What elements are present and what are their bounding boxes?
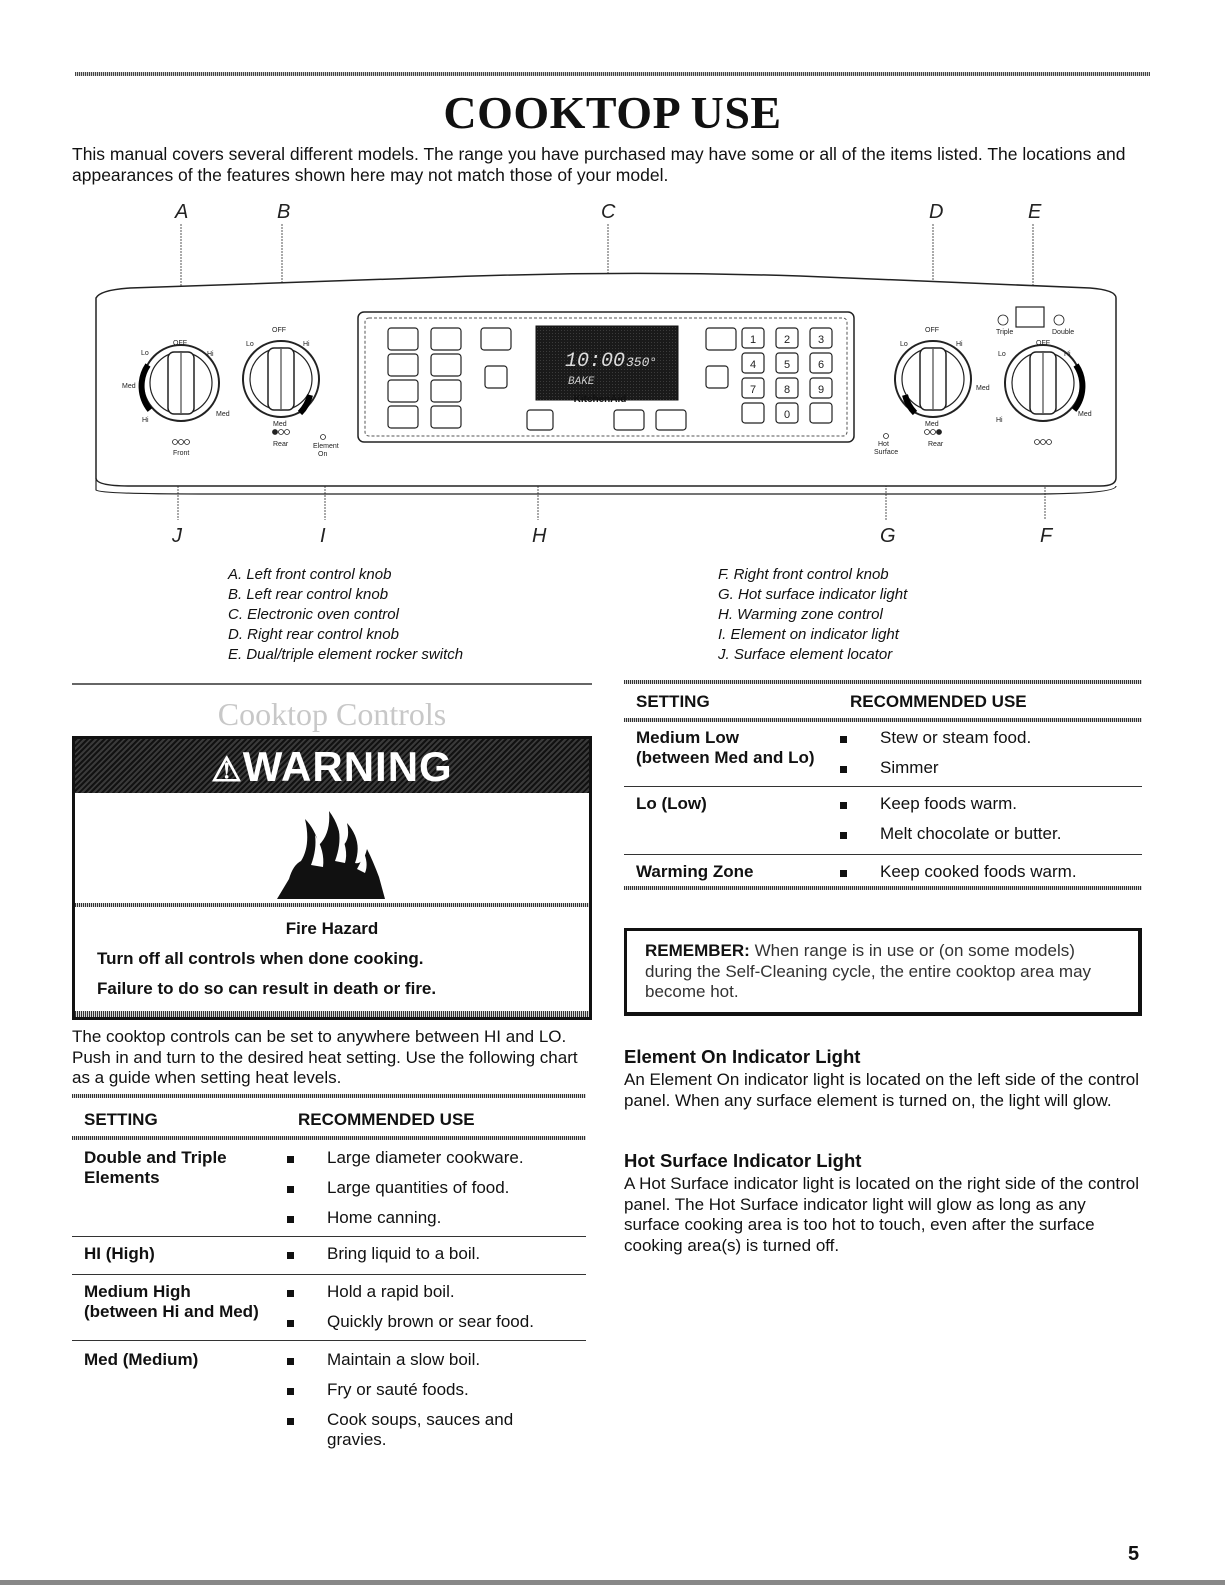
svg-text:On: On — [318, 451, 328, 458]
bullet-icon — [287, 1290, 294, 1297]
table-top-rule — [72, 1094, 586, 1098]
section-rule — [72, 683, 592, 685]
svg-text:Med: Med — [1078, 411, 1092, 418]
setting-hi: HI (High) — [84, 1244, 155, 1263]
row-divider — [72, 1340, 586, 1341]
remember-text: When range is in use or (on some models) during the Self-Cleaning cycle, the entire cooktop area may become hot. — [645, 941, 1092, 1001]
letter-c: C — [601, 201, 616, 223]
caption-f: F. Right front control knob — [718, 566, 889, 583]
fire-icon — [271, 805, 393, 901]
setting-medium-low-1: Medium Low — [636, 728, 739, 747]
bullet-icon — [287, 1418, 294, 1425]
warning-divider — [75, 903, 589, 907]
svg-text:6: 6 — [817, 359, 825, 371]
svg-text:Rear: Rear — [928, 441, 944, 448]
svg-text:8: 8 — [783, 384, 791, 396]
top-rule — [75, 72, 1150, 76]
table-header-setting: SETTING — [636, 692, 710, 711]
svg-text:9: 9 — [817, 384, 825, 396]
use-keep-warm: Keep foods warm. — [880, 794, 1018, 813]
warning-hazard: Fire Hazard — [285, 919, 379, 938]
bullet-icon — [840, 802, 847, 809]
letter-b: B — [277, 201, 291, 223]
svg-text:1: 1 — [749, 334, 757, 346]
table-header-use: RECOMMENDED USE — [298, 1110, 475, 1129]
bullet-icon — [840, 832, 847, 839]
setting-medium-high-1: Medium High — [84, 1282, 191, 1301]
captions-right — [718, 565, 907, 665]
svg-text:Lo: Lo — [246, 341, 254, 348]
warning-box — [72, 736, 592, 1020]
svg-text:Med: Med — [925, 421, 939, 428]
letter-j: J — [172, 525, 182, 547]
svg-text:Front: Front — [173, 450, 190, 457]
caption-j: J. Surface element locator — [718, 646, 893, 663]
page-title: COOKTOP USE — [443, 87, 782, 138]
display-time: 10:00 — [565, 350, 626, 373]
svg-text:2: 2 — [783, 334, 791, 346]
right-front-knob — [1005, 345, 1082, 421]
letter-d: D — [929, 201, 944, 223]
rocker-switch — [1016, 307, 1044, 327]
svg-text:3: 3 — [817, 334, 825, 346]
bullet-icon — [287, 1320, 294, 1327]
scan-edge — [0, 1580, 1225, 1585]
warning-band — [75, 739, 589, 793]
use-large-diameter: Large diameter cookware. — [327, 1148, 524, 1167]
caption-g: G. Hot surface indicator light — [718, 586, 908, 603]
setting-warming-zone: Warming Zone — [636, 862, 754, 881]
caption-c: C. Electronic oven control — [228, 606, 399, 623]
bullet-icon — [840, 870, 847, 877]
warning-line-1: Turn off all controls when done cooking. — [97, 949, 424, 968]
warning-label: WARNING — [242, 743, 453, 790]
captions-left — [228, 565, 463, 665]
setting-medium-low-2: (between Med and Lo) — [636, 748, 815, 767]
use-fry-saute: Fry or sauté foods. — [327, 1380, 469, 1399]
svg-text:Hi: Hi — [207, 351, 214, 358]
table-header-use: RECOMMENDED USE — [850, 692, 1027, 711]
svg-text:Med: Med — [122, 383, 136, 390]
use-keep-cooked-warm: Keep cooked foods warm. — [880, 862, 1077, 881]
bullet-icon — [287, 1358, 294, 1365]
bullet-icon — [287, 1388, 294, 1395]
caption-a: A. Left front control knob — [228, 566, 392, 583]
svg-text:Element: Element — [313, 443, 339, 450]
display-temp: 350° — [626, 355, 658, 370]
use-simmer: Simmer — [880, 758, 939, 777]
remember-label: REMEMBER: — [645, 941, 750, 960]
caption-b: B. Left rear control knob — [228, 586, 389, 603]
use-large-quantities: Large quantities of food. — [327, 1178, 510, 1197]
svg-text:4: 4 — [749, 359, 757, 371]
setting-med: Med (Medium) — [84, 1350, 199, 1369]
heading-hot-surface: Hot Surface Indicator Light — [624, 1150, 862, 1171]
row-divider — [72, 1236, 586, 1237]
svg-text:Hi: Hi — [303, 341, 310, 348]
bullet-icon — [287, 1186, 294, 1193]
table-header-rule — [72, 1136, 586, 1140]
caption-h: H. Warming zone control — [718, 606, 883, 623]
svg-text:5: 5 — [783, 359, 791, 371]
setting-double-triple-1: Double and Triple — [84, 1148, 227, 1167]
hot-surface-text: A Hot Surface indicator light is located on the right side of the control panel. The Hot Surface indicator light will glow as long as any surface cooking area is too hot to touch, even after the surface cooking area(s) is turned off. — [624, 1174, 1140, 1255]
svg-text:OFF: OFF — [1036, 340, 1050, 347]
use-home-canning: Home canning. — [327, 1208, 442, 1227]
svg-text:Lo: Lo — [900, 341, 908, 348]
warning-line-2: Failure to do so can result in death or fire. — [97, 979, 437, 998]
left-rear-knob — [243, 341, 319, 417]
setting-double-triple-2: Elements — [84, 1168, 160, 1187]
use-cook-soups-2: gravies. — [327, 1430, 387, 1449]
setting-lo: Lo (Low) — [636, 794, 707, 813]
page-number: 5 — [1128, 1543, 1140, 1565]
brand-logo: KitchenAid — [573, 394, 627, 405]
row-divider — [72, 1274, 586, 1275]
letter-i: I — [320, 525, 326, 547]
svg-text:Med: Med — [976, 385, 990, 392]
letter-g: G — [880, 525, 896, 547]
caption-e: E. Dual/triple element rocker switch — [228, 646, 464, 663]
svg-text:Hot: Hot — [878, 441, 889, 448]
caption-d: D. Right rear control knob — [228, 626, 399, 643]
svg-text:0: 0 — [783, 409, 791, 421]
intro-text: This manual covers several different models. The range you have purchased may have some or all of the items listed. The locations and appearances of the features shown here may not match those of your model. — [72, 144, 1126, 185]
letter-a: A — [175, 201, 189, 223]
remember-box — [624, 928, 1142, 1016]
svg-text:7: 7 — [749, 384, 757, 396]
svg-text:Hi: Hi — [1064, 351, 1071, 358]
svg-text:Lo: Lo — [998, 351, 1006, 358]
section-heading-cooktop-controls: Cooktop Controls — [217, 696, 447, 732]
svg-text:Hi: Hi — [956, 341, 963, 348]
heading-element-on: Element On Indicator Light — [624, 1046, 861, 1067]
svg-text:Triple: Triple — [996, 329, 1014, 336]
svg-text:Hi: Hi — [996, 417, 1003, 424]
svg-text:Med: Med — [216, 411, 230, 418]
warning-bottom-rule — [75, 1011, 589, 1017]
svg-text:Double: Double — [1052, 329, 1075, 336]
display-sub: BAKE — [568, 376, 595, 388]
use-brown-sear: Quickly brown or sear food. — [327, 1312, 534, 1331]
svg-text:Lo: Lo — [141, 350, 149, 357]
bullet-icon — [287, 1216, 294, 1223]
setting-medium-high-2: (between Hi and Med) — [84, 1302, 259, 1321]
bullet-icon — [287, 1252, 294, 1259]
letter-e: E — [1028, 201, 1042, 223]
right-rear-knob — [895, 341, 971, 417]
table-header-setting: SETTING — [84, 1110, 158, 1129]
bullet-icon — [840, 766, 847, 773]
letter-f: F — [1040, 525, 1053, 547]
bullet-icon — [287, 1156, 294, 1163]
svg-text:OFF: OFF — [173, 340, 187, 347]
svg-text:Rear: Rear — [273, 441, 289, 448]
control-panel-diagram — [0, 0, 1225, 560]
bullet-icon — [840, 736, 847, 743]
letter-h: H — [532, 525, 547, 547]
use-slow-boil: Maintain a slow boil. — [327, 1350, 481, 1369]
table-header-rule — [624, 718, 1142, 722]
controls-body-text: The cooktop controls can be set to anywhere between HI and LO. Push in and turn to the desired heat setting. Use the following chart as a guide when setting heat levels. — [72, 1027, 578, 1087]
caption-i: I. Element on indicator light — [718, 626, 899, 643]
svg-text:OFF: OFF — [272, 327, 286, 334]
use-bring-liquid: Bring liquid to a boil. — [327, 1244, 481, 1263]
svg-text:Med: Med — [273, 421, 287, 428]
use-stew-steam: Stew or steam food. — [880, 728, 1032, 747]
table-top-rule — [624, 680, 1142, 684]
row-divider — [624, 854, 1142, 855]
svg-text:OFF: OFF — [925, 327, 939, 334]
table-bottom-rule — [624, 886, 1142, 890]
use-melt-chocolate: Melt chocolate or butter. — [880, 824, 1062, 843]
use-rapid-boil: Hold a rapid boil. — [327, 1282, 455, 1301]
use-cook-soups-1: Cook soups, sauces and — [327, 1410, 514, 1429]
svg-text:Surface: Surface — [874, 449, 899, 456]
row-divider — [624, 786, 1142, 787]
svg-text:Hi: Hi — [142, 417, 149, 424]
element-on-text: An Element On indicator light is located on the left side of the control panel. When any surface element is turned on, the light will glow. — [624, 1070, 1140, 1110]
warning-triangle-icon: ⚠ — [211, 751, 243, 789]
